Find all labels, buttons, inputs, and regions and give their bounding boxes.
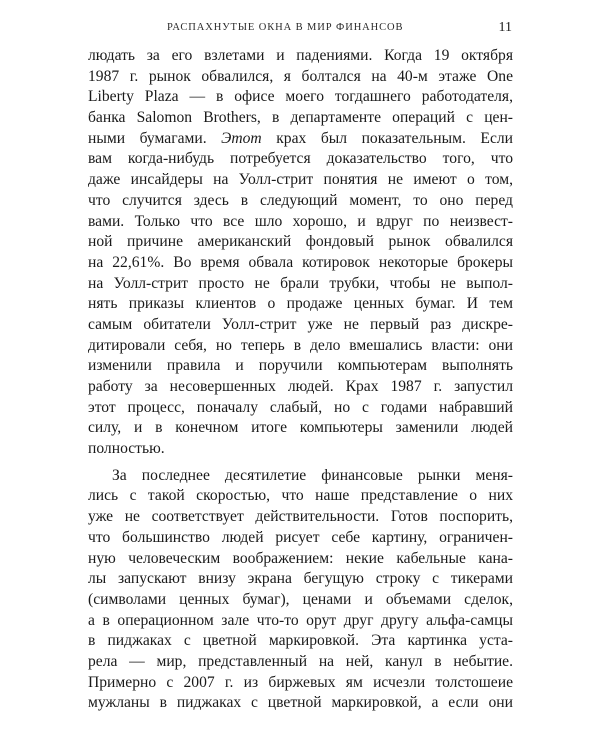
text-line: Примерно с 2007 г. из биржевых ям исчезли толстошеие <box>88 673 513 691</box>
text-line: лись с такой скоростью, что наше представление о них <box>88 487 513 505</box>
text-line: вами. Только что все шло хорошо, и вдруг по неизвест- <box>88 212 513 230</box>
text-line: работу за несовершенных людей. Крах 1987 г. запустил <box>88 378 513 395</box>
text-line: в пиджаках с цветной маркировкой. Эта картинка уста- <box>88 632 513 650</box>
text-line: что большинство людей рисует себе картину, ограничен- <box>88 528 513 546</box>
text-fragment: ными бумагами. <box>88 129 222 147</box>
text-line: а в операционном зале что-то орут друг другу альфа-самцы <box>88 611 513 629</box>
text-line: даже инсайдеры на Уолл-стрит понятия не имеют о том, <box>88 171 513 189</box>
page-header <box>167 22 512 42</box>
paragraph-1 <box>88 46 513 460</box>
text-line: полностью. <box>88 440 165 458</box>
text-line: изменили правила и поручили компьютерам выполнять <box>88 357 513 375</box>
text-line: уже не соответствует действительности. Готов поспорить, <box>88 508 513 526</box>
text-line: (символами ценных бумаг), ценами и объемами сделок, <box>88 590 513 608</box>
page-number: 11 <box>498 20 512 35</box>
text-line: силу, и в конечном итоге компьютеры заменили людей <box>88 419 513 437</box>
text-line: ной причине американский фондовый рынок обвалился <box>88 233 513 251</box>
body-text <box>88 46 513 714</box>
text-line: банка Salomon Brothers, в департаменте операций с цен- <box>88 109 513 127</box>
text-fragment: крах был показательным. Если <box>261 129 513 147</box>
text-line <box>88 129 513 150</box>
text-line: что случится здесь в следующий момент, то оно перед <box>88 191 513 209</box>
text-line: нять приказы клиентов о продаже ценных бумаг. И тем <box>88 295 513 313</box>
text-line: лы запускают внизу экрана бегущую строку с тикерами <box>88 570 513 588</box>
text-line: мужланы в пиджаках с цветной маркировкой, а если они <box>88 694 513 712</box>
text-line: на 22,61%. Во время обвала котировок некоторые брокеры <box>88 253 513 271</box>
running-title: РАСПАХНУТЫЕ ОКНА В МИР ФИНАНСОВ <box>167 22 404 33</box>
text-line: людать за его взлетами и падениями. Когда 19 октября <box>88 47 513 64</box>
text-line: самым обитатели Уолл-стрит уже не первый раз дискре- <box>88 315 513 333</box>
text-line: 1987 г. рынок обвалился, я болтался на 40-м этаже One <box>88 67 513 85</box>
text-line: на Уолл-стрит просто не брали трубки, чтобы не выпол- <box>88 274 513 292</box>
text-line: дитировали себя, но теперь в дело вмешались власти: они <box>88 336 513 354</box>
text-line: этот процесс, поначалу слабый, но с годами набравший <box>88 398 513 416</box>
emphasis-word: Этот <box>221 129 262 147</box>
text-line: За последнее десятилетие финансовые рынки меня- <box>112 466 513 484</box>
text-line: вам когда-нибудь потребуется доказательство того, что <box>88 150 513 168</box>
paragraph-2 <box>88 466 513 714</box>
text-line: Liberty Plaza — в офисе моего тогдашнего работодателя, <box>88 88 513 106</box>
text-line: ную человеческим воображением: некие кабельные кана- <box>88 549 513 567</box>
text-line: рела — мир, представленный на ней, канул в небытие. <box>88 652 513 670</box>
